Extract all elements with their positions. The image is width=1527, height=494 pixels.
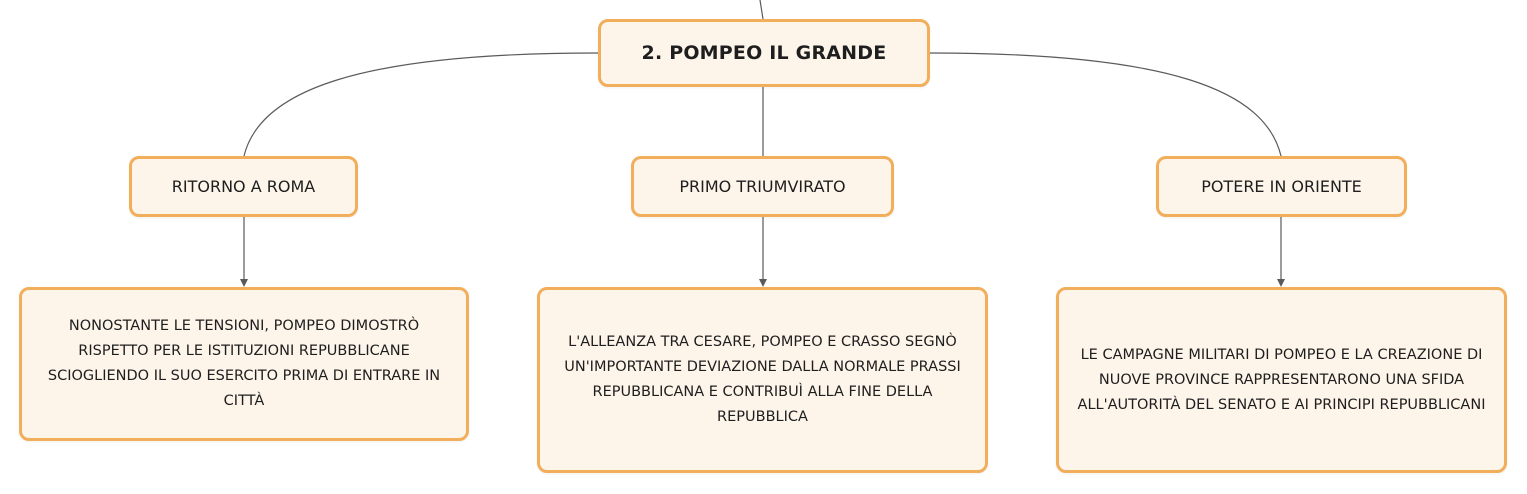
connector-root-to-ritorno [244, 53, 598, 156]
topic-label: POTERE IN ORIENTE [1201, 177, 1362, 196]
detail-node-primo-triumvirato[interactable] [537, 287, 988, 473]
root-node[interactable] [598, 19, 930, 87]
detail-node-ritorno-a-roma[interactable] [19, 287, 469, 441]
root-title: 2. POMPEO IL GRANDE [641, 42, 887, 64]
connector-root-to-oriente [930, 53, 1281, 156]
topic-node-ritorno-a-roma[interactable] [129, 156, 358, 217]
detail-text: LE CAMPAGNE MILITARI DI POMPEO E LA CREAZIONE DI NUOVE PROVINCE RAPPRESENTARONO UNA SFIDA ALL'AUTORITÀ DEL SENATO E AI PRINCIPI REPUBBLICANI [1077, 346, 1486, 413]
topic-label: RITORNO A ROMA [171, 177, 316, 196]
incoming-connector [760, 0, 763, 19]
topic-node-potere-in-oriente[interactable] [1156, 156, 1407, 217]
detail-node-potere-in-oriente[interactable] [1056, 287, 1507, 473]
topic-label: PRIMO TRIUMVIRATO [679, 177, 846, 196]
detail-text: NONOSTANTE LE TENSIONI, POMPEO DIMOSTRÒ RISPETTO PER LE ISTITUZIONI REPUBBLICANE SCIOGLIENDO IL SUO ESERCITO PRIMA DI ENTRARE IN CITTÀ [47, 318, 441, 409]
detail-text: L'ALLEANZA TRA CESARE, POMPEO E CRASSO SEGNÒ UN'IMPORTANTE DEVIAZIONE DALLA NORMALE PRASSI REPUBBLICANA E CONTRIBUÌ ALLA FINE DELLA REPUBBLICA [564, 334, 961, 425]
topic-node-primo-triumvirato[interactable] [631, 156, 894, 217]
